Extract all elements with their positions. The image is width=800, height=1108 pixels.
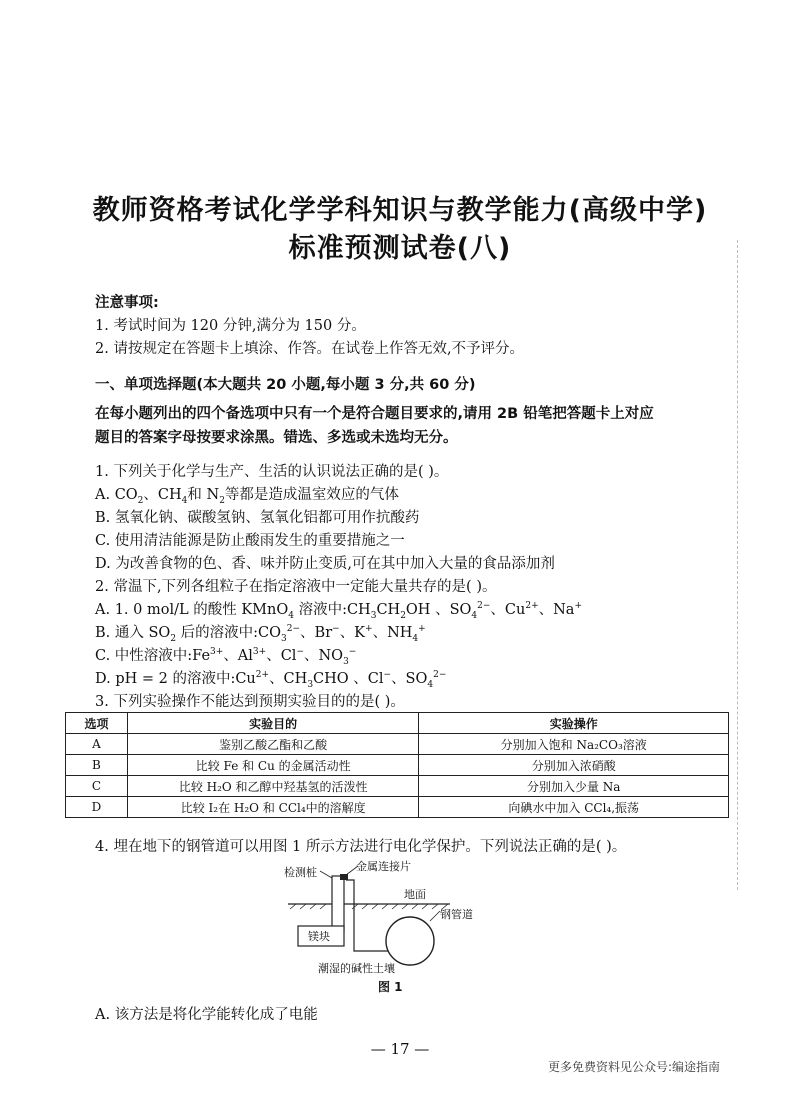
notice-heading: 注意事项: bbox=[95, 295, 159, 311]
exam-title: 教师资格考试化学学科知识与教学能力(高级中学) bbox=[92, 195, 708, 226]
table-cell: 比较 I₂在 H₂O 和 CCl₄中的溶解度 bbox=[127, 797, 419, 818]
question-2-option-b: B. 通入 $SO_2$ 后的溶液中$:CO_3^{2-}$、Br−、K+、$NH_4^+$ bbox=[95, 624, 426, 644]
question-1-option-c: C. 使用清洁能源是防止酸雨发生的重要措施之一 bbox=[95, 533, 405, 549]
label-soil: 潮湿的碱性土壤 bbox=[318, 962, 395, 975]
question-4-option-a: A. 该方法是将化学能转化成了电能 bbox=[95, 1007, 318, 1023]
question-1-option-a: A. $CO_2$、$CH_4$和 $N_2$等都是造成温室效应的气体 bbox=[95, 487, 399, 506]
question-2-option-d: D. pH = 2 的溶液中$:Cu^{2+}$、$CH_3CHO$ 、Cl−、$SO_4^{2-}$ bbox=[95, 670, 447, 690]
label-metal-plate: 金属连接片 bbox=[356, 860, 411, 873]
label-detection-pile: 检测桩 bbox=[284, 866, 317, 879]
question-1-option-d: D. 为改善食物的色、香、味并防止变质,可在其中加入大量的食品添加剂 bbox=[95, 556, 555, 572]
table-cell: 分别加入少量 Na bbox=[419, 776, 729, 797]
question-2-option-c: C. 中性溶液中$:Fe^{3+}$、$Al^{3+}$、Cl−、$NO_3^-$ bbox=[95, 647, 357, 667]
label-steel-pipe: 钢管道 bbox=[440, 908, 473, 921]
figure-caption: 图 1 bbox=[378, 980, 403, 994]
table-header: 实验操作 bbox=[419, 713, 729, 734]
table-row bbox=[66, 755, 729, 776]
question-2-option-a: A. 1. 0 mol/L 的酸性 KMnO$_4$ 溶液中$:CH_3CH_2OH$ 、$SO_4^{2-}$、$Cu^{2+}$、Na+ bbox=[95, 601, 583, 621]
table-cell: 鉴别乙酸乙酯和乙酸 bbox=[127, 734, 419, 755]
question-4: 4. 埋在地下的钢管道可以用图 1 所示方法进行电化学保护。下列说法正确的是( )。 bbox=[95, 839, 627, 855]
label-ground: 地面 bbox=[404, 888, 426, 901]
instruction-line-2: 题目的答案字母按要求涂黑。错选、多选或未选均无分。 bbox=[95, 430, 458, 446]
question-2: 2. 常温下,下列各组粒子在指定溶液中一定能大量共存的是( )。 bbox=[95, 579, 497, 595]
table-header-row bbox=[66, 713, 729, 734]
binding-edge bbox=[736, 240, 738, 890]
table-header: 选项 bbox=[66, 713, 128, 734]
page-number: — 17 — bbox=[370, 1040, 430, 1058]
table-cell: 比较 H₂O 和乙醇中羟基氢的活泼性 bbox=[127, 776, 419, 797]
table-row bbox=[66, 734, 729, 755]
question-1-option-b: B. 氢氧化钠、碳酸氢钠、氢氧化铝都可用作抗酸药 bbox=[95, 510, 420, 526]
question-1: 1. 下列关于化学与生产、生活的认识说法正确的是( )。 bbox=[95, 464, 449, 480]
table-row bbox=[66, 797, 729, 818]
instruction-line-1: 在每小题列出的四个备选项中只有一个是符合题目要求的,请用 2B 铅笔把答题卡上对应 bbox=[95, 406, 654, 422]
experiment-table bbox=[65, 712, 729, 818]
section-heading: 一、单项选择题(本大题共 20 小题,每小题 3 分,共 60 分) bbox=[95, 377, 476, 393]
table-cell: 向碘水中加入 CCl₄,振荡 bbox=[419, 797, 729, 818]
notice-item-1: 1. 考试时间为 120 分钟,满分为 150 分。 bbox=[95, 318, 366, 334]
table-cell: D bbox=[66, 797, 128, 818]
table-cell: 分别加入饱和 Na₂CO₃溶液 bbox=[419, 734, 729, 755]
table-row bbox=[66, 776, 729, 797]
footer-note: 更多免费资料见公众号:编途指南 bbox=[547, 1060, 720, 1074]
table-cell: 比较 Fe 和 Cu 的金属活动性 bbox=[127, 755, 419, 776]
table-header: 实验目的 bbox=[127, 713, 419, 734]
table-cell: B bbox=[66, 755, 128, 776]
table-cell: A bbox=[66, 734, 128, 755]
label-magnesium-block: 镁块 bbox=[308, 930, 330, 943]
table-cell: 分别加入浓硝酸 bbox=[419, 755, 729, 776]
table-cell: C bbox=[66, 776, 128, 797]
notice-item-2: 2. 请按规定在答题卡上填涂、作答。在试卷上作答无效,不予评分。 bbox=[95, 341, 525, 357]
question-3: 3. 下列实验操作不能达到预期实验目的的是( )。 bbox=[95, 694, 405, 710]
exam-subtitle: 标准预测试卷(八) bbox=[288, 233, 512, 264]
